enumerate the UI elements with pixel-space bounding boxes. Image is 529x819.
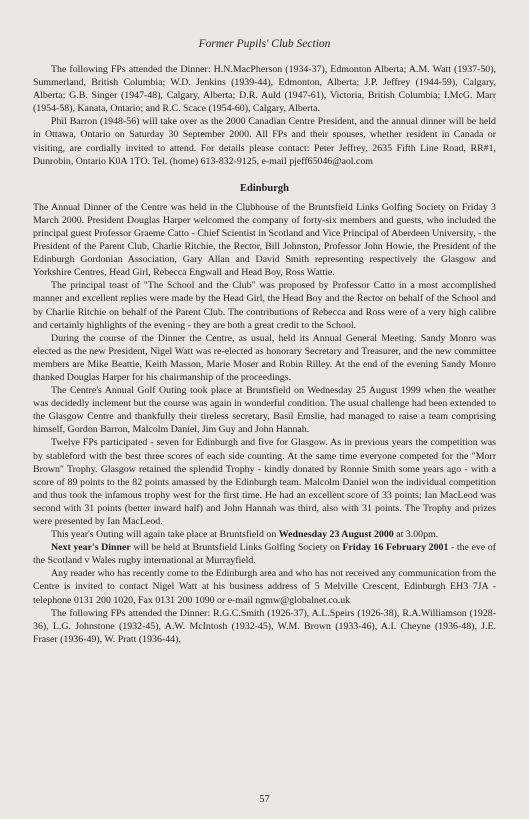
canada-attendees-paragraph: The following FPs attended the Dinner: H.N.MacPherson (1934-37), Edmonton Alberta; A.M. Watt (1937-50), Summerland, British Columbia; W.D. Jenkins (1939-44), Edmonton, Alberta; J.P. Jeffrey (1944-59), Calgary, Alberta; G.B. Singer (1947-48), Calgary, Alberta; D.R. Auld (1947-61), Victoria, British Columbia; I.McG. Marr (1954-58), Kanata, Ontario; and R.C. Scace (1954-60), Calgary, Alberta. — [33, 64, 496, 115]
edinburgh-agm-paragraph: During the course of the Dinner the Centre, as usual, held its Annual General Meeting. Sandy Monro was elected as the new President, Nigel Watt was re-elected as honorary Secretary and Treasurer, and the new committee members are Mike Beattie, Keith Masson, Marie Moser and Robin Rilley. At the end of the evening Sandy Monro thanked Douglas Harper for his chairmanship of the proceedings. — [33, 332, 496, 383]
next-dinner-text-mid: will be held at Bruntsfield Links Golfing Society on — [130, 542, 343, 554]
edinburgh-next-dinner-paragraph — [33, 541, 496, 567]
edinburgh-dinner-paragraph: The Annual Dinner of the Centre was held in the Clubhouse of the Bruntsfield Links Golfing Society on Friday 3 March 2000. President Douglas Harper welcomed the company of forty-six members and guests, who included the principal guest Professor Graeme Catto - Chief Scientist in Scotland and Vice Principal of Aberdeen University, - the President of the Parent Club, Charlie Ritchie, the Rector, Bill Johnston, Professor John Howie, the President of the Edinburgh Gordonian Association, Gary Allan and David Smith representing respectively the Glasgow and Yorkshire Centres, Head Girl, Rebecca Engwall and Head Boy, Ross Wattie. — [33, 201, 496, 279]
next-dinner-date: Friday 16 February 2001 — [342, 542, 449, 554]
canada-next-dinner-paragraph: Phil Barron (1948-56) will take over as the 2000 Canadian Centre President, and the annual dinner will be held in Ottawa, Ontario on Saturday 30 September 2000. All FPs and their spouses, whether resident in Canada or visiting, are cordially invited to attend. For details please contact: Peter Jeffrey, 2635 Fifth Line Road, RR#1, Dunrobin, Ontario K0A 1TO. Tel. (home) 613-832-9125, e-mail pjeff65046@aol.com — [33, 116, 496, 167]
next-dinner-text-after: - the eve of the Scotland v Wales rugby international at Murrayfield. — [33, 542, 496, 567]
next-outing-text-after: at 3.00pm. — [393, 529, 439, 541]
edinburgh-competition-paragraph: Twelve FPs participated - seven for Edinburgh and five for Glasgow. As in previous years the competition was by stableford with the best three scores of each side counting. At the same time everyone competed for the "Morr Brown" Trophy. Glasgow retained the splendid Trophy - kindly donated by Ronnie Smith some years ago - with a score of 89 points to the 82 points amassed by the Edinburgh team. Malcolm Daniel won the individual competition and thus took the infamous trophy west for the first time. He had an excellent score of 33 points; Ian MacLeod was second with 31 points (better inward half) and John Hannah was third, also with 31 points. The Trophy and prizes were presented by Ian MacLeod. — [33, 437, 496, 527]
next-dinner-label: Next year's Dinner — [51, 542, 131, 554]
edinburgh-contact-paragraph: Any reader who has recently come to the Edinburgh area and who has not received any communication from the Centre is invited to contact Nigel Watt at his business address of 5 Melville Crescent, Edinburgh EH3 7JA - telephone 0131 200 1020, Fax 0131 200 1090 or e-mail ngmw@globalnet.co.uk — [33, 568, 496, 606]
section-heading-edinburgh: Edinburgh — [239, 182, 290, 194]
edinburgh-toast-paragraph: The principal toast of "The School and the Club" was proposed by Professor Catto in a most accomplished manner and excellent replies were made by the Head Girl, the Head Boy and the Rector on behalf of the School and by Charlie Ritchie on behalf of the Parent Club. The contributions of Rebecca and Ross were of a very high calibre and certainly highlights of the evening - they are both a great credit to the School. — [33, 280, 496, 331]
edinburgh-next-outing-paragraph — [33, 528, 496, 541]
edinburgh-attendees-paragraph: The following FPs attended the Dinner: R.G.C.Smith (1926-37), A.L.Speirs (1926-38), R.A.Williamson (1928-36), L.G. Johnstone (1932-45), A.W. McIntosh (1932-45), W.M. Brown (1933-46), A.I. Cheyne (1936-48), J.E. Fraser (1936-49), W. Pratt (1936-44), — [33, 607, 496, 645]
page-number: 57 — [259, 794, 270, 805]
next-outing-date: Wednesday 23 August 2000 — [278, 529, 394, 541]
next-outing-text-before: This year's Outing will again take place at Bruntsfield on — [51, 529, 279, 541]
edinburgh-golf-outing-paragraph: The Centre's Annual Golf Outing took place at Bruntsfield on Wednesday 25 August 1999 when the weather was decidedly inclement but the course was again in wonderful condition. The usual challenge had been extended to the Glasgow Centre and thankfully their tireless secretary, Basil Emslie, had managed to raise a team comprising himself, Gordon Barron, Malcolm Daniel, Jim Guy and John Hannah. — [33, 385, 496, 436]
running-head: Former Pupils' Club Section — [198, 38, 331, 50]
